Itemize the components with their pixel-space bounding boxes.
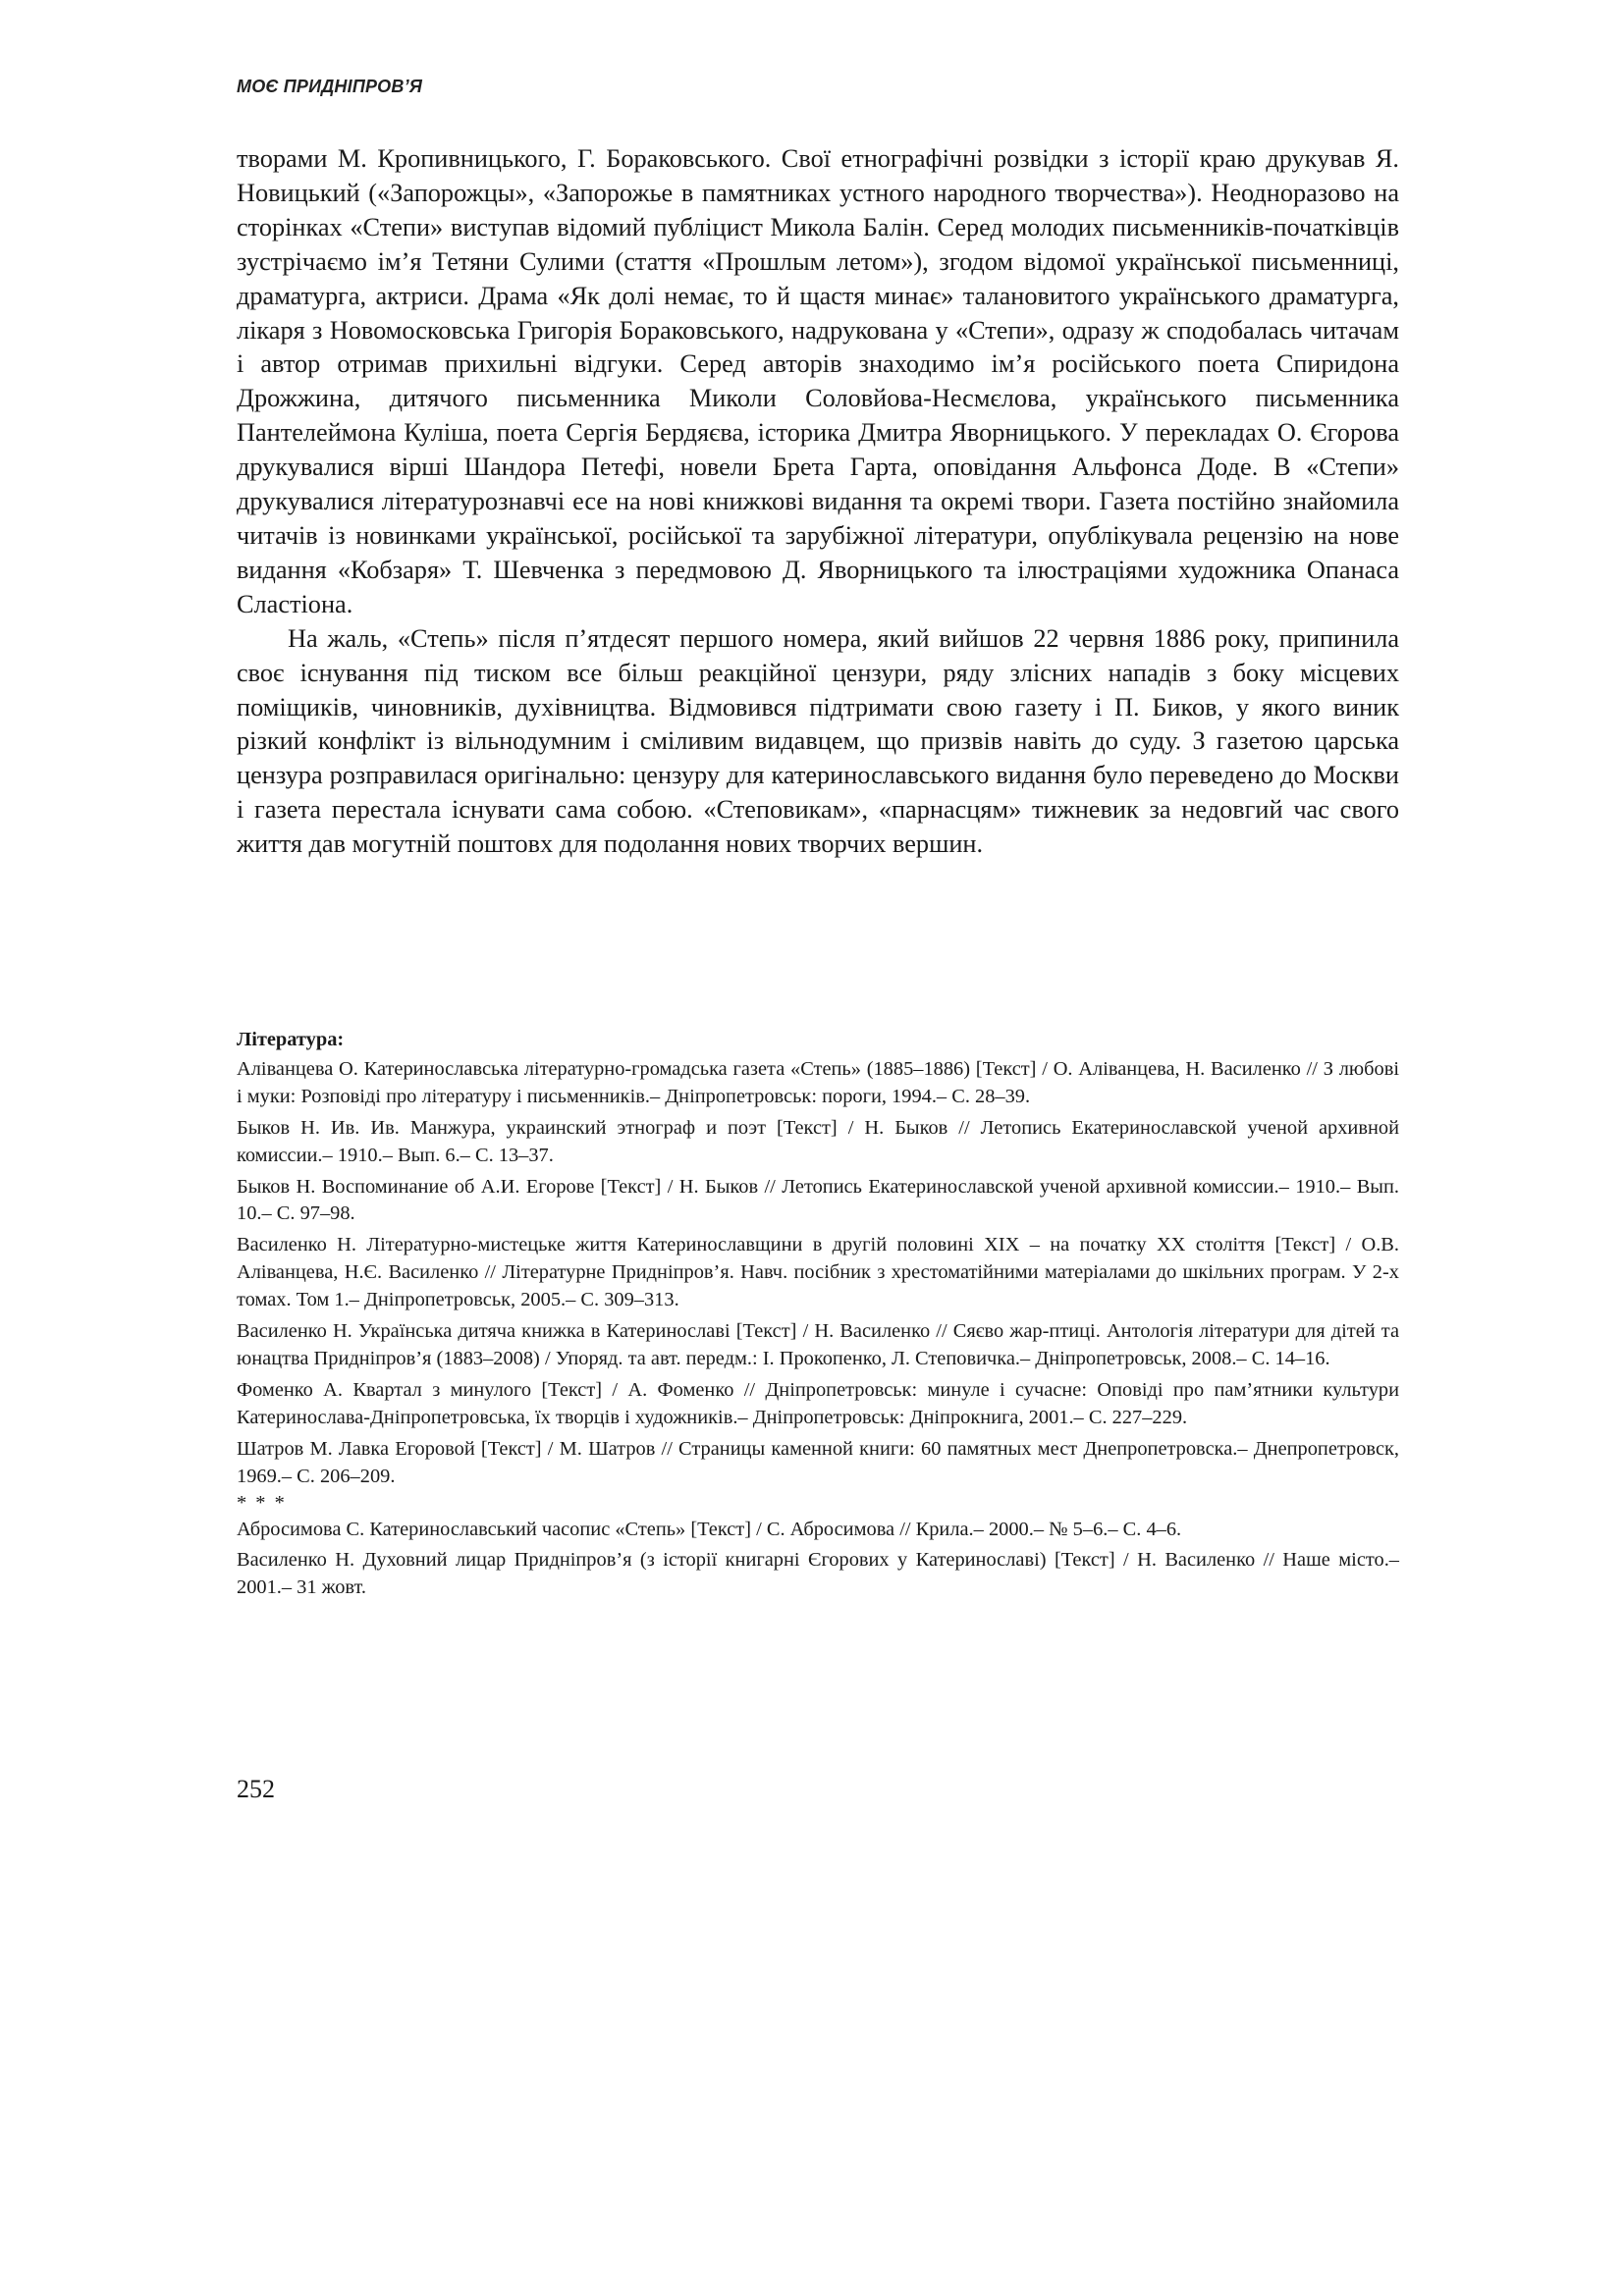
reference-item: Василенко Н. Духовний лицар Придніпров’я (з історії книгарні Єгорових у Катеринославі) [Текст] / Н. Василенко // Наше місто.– 2001.– 31 жовт.: [237, 1549, 1399, 1599]
reference-item: Абросимова С. Катеринославський часопис «Степь» [Текст] / С. Абросимова // Крила.– 2000.– № 5–6.– С. 4–6.: [237, 1518, 1182, 1540]
references-section: [237, 1027, 1399, 1606]
reference-item: Василенко Н. Літературно-мистецьке життя Катеринославщини в другій половині XIX – на початку XX століття [Текст] / О.В. Аліванцева, Н.Є. Василенко // Літературне Придніпров’я. Навч. посібник з хрестоматійними матеріалами до шкільних програм. У 2-х томах. Том 1.– Дніпропетровськ, 2005.– С. 309–313.: [237, 1234, 1399, 1311]
running-title: МОЄ ПРИДНІПРОВ’Я: [237, 77, 423, 96]
references-heading: Література:: [237, 1029, 345, 1050]
reference-item: Аліванцева О. Катеринославська літературно-громадська газета «Степь» (1885–1886) [Текст] / О. Аліванцева, Н. Василенко // З любові і муки: Розповіді про літературу і письменників.– Дніпропетровськ: пороги, 1994.– С. 28–39.: [237, 1057, 1399, 1107]
body-paragraph: На жаль, «Степь» після п’ятдесят першого номера, який вийшов 22 червня 1886 року, припинила своє існування під тиском все більш реакційної цензури, ряду злісних нападів з боку місцевих поміщиків, чиновників, духівництва. Відмовився підтримати свою газету і П. Биков, у якого виник різкий конфлікт із вільнодумним і сміливим видавцем, що призвів навіть до суду. З газетою царська цензура розправилася оригінально: цензуру для катеринославського видання було переведено до Москви і газета перестала існувати сама собою. «Степовикам», «парнасцям» тижневик за недовгий час свого життя дав могутній поштовх для подолання нових творчих вершин.: [237, 623, 1399, 859]
reference-item: Шатров М. Лавка Егоровой [Текст] / М. Шатров // Страницы каменной книги: 60 памятных мест Днепропетровска.– Днепропетровск, 1969.– С. 206–209.: [237, 1437, 1399, 1487]
article-body: [237, 142, 1399, 862]
reference-item: Быков Н. Ив. Ив. Манжура, украинский этнограф и поэт [Текст] / Н. Быков // Летопись Екатеринославской ученой архивной комиссии.– 1910.– Вып. 6.– С. 13–37.: [237, 1116, 1399, 1166]
reference-item: Быков Н. Воспоминание об А.И. Егорове [Текст] / Н. Быков // Летопись Екатеринославской ученой архивной комиссии.– 1910.– Вып. 10.– С. 97–98.: [237, 1175, 1399, 1225]
reference-item: Фоменко А. Квартал з минулого [Текст] / А. Фоменко // Дніпропетровськ: минуле і сучасне: Оповіді про пам’ятники культури Катеринослава-Дніпропетровська, їх творців і художників.– Дніпропетровськ: Дніпрокнига, 2001.– С. 227–229.: [237, 1378, 1399, 1428]
page-number: 252: [237, 1775, 275, 1803]
reference-item: Василенко Н. Українська дитяча книжка в Катеринославі [Текст] / Н. Василенко // Сяєво жар-птиці. Антологія літератури для дітей та юнацтва Придніпров’я (1883–2008) / Упоряд. та авт. передм.: І. Прокопенко, Л. Степовичка.– Дніпропетровськ, 2008.– С. 14–16.: [237, 1320, 1399, 1369]
references-separator: * * *: [237, 1491, 287, 1514]
body-paragraph: творами М. Кропивницького, Г. Бораковського. Свої етнографічні розвідки з історії краю друкував Я. Новицький («Запорожцы», «Запорожье в памятниках устного народного творчества»). Неодноразово на сторінках «Степи» виступав відомий публіцист Микола Балін. Серед молодих письменників-початківців зустрічаємо ім’я Тетяни Сулими (стаття «Прошлым летом»), згодом відомої української письменниці, драматурга, актриси. Драма «Як долі немає, то й щастя минає» талановитого українського драматурга, лікаря з Новомосковська Григорія Бораковського, надрукована у «Степи», одразу ж сподобалась читачам і автор отримав прихильні відгуки. Серед авторів знаходимо ім’я російського поета Спиридона Дрожжина, дитячого письменника Миколи Соловйова-Несмєлова, українського письменника Пантелеймона Куліша, поета Сергія Бердяєва, історика Дмитра Яворницького. У перекладах О. Єгорова друкувалися вірші Шандора Петефі, новели Брета Гарта, оповідання Альфонса Доде. В «Степи» друкувалися літературознавчі есе на нові книжкові видання та окремі твори. Газета постійно знайомила читачів із новинками української, російської та зарубіжної літератури, опублікувала рецензію на нове видання «Кобзаря» Т. Шевченка з передмовою Д. Яворницького та ілюстраціями художника Опанаса Сластіона.: [237, 144, 1399, 618]
